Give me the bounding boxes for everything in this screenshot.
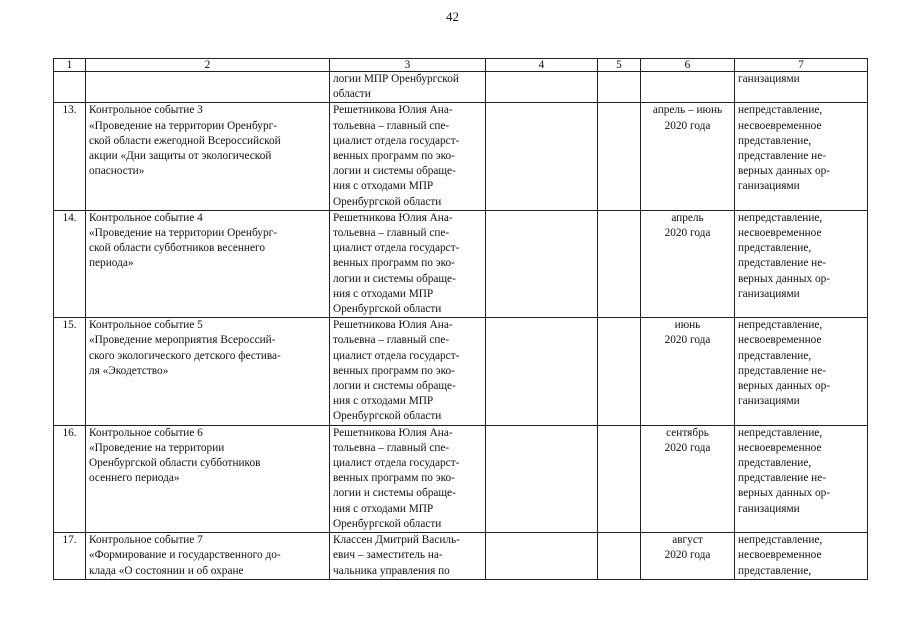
event-description-cell	[86, 425, 330, 532]
risk-factors-cell	[735, 103, 868, 210]
header-cell: 4	[486, 59, 598, 72]
cell-text-line: Оренбургской области	[333, 410, 442, 423]
column-5-cell	[598, 72, 641, 103]
cell-text-line: Контрольное событие 6	[89, 426, 203, 439]
header-cell: 2	[86, 59, 330, 72]
cell-text-line: сентябрь	[666, 426, 709, 439]
cell-text-line: верных данных ор-	[738, 272, 831, 285]
responsible-person-cell	[330, 72, 486, 103]
cell-text-line: Классен Дмитрий Василь-	[333, 534, 460, 547]
event-description-cell	[86, 210, 330, 317]
cell-text-line: Решетникова Юлия Ана-	[333, 211, 453, 224]
cell-text-line: верных данных ор-	[738, 487, 831, 500]
cell-text-line: Оренбургской области	[333, 517, 442, 530]
control-events-table	[53, 58, 868, 580]
row-number-cell: 15.	[54, 318, 86, 425]
cell-text-line: логии МПР Оренбургской	[333, 73, 459, 85]
cell-text-line: Контрольное событие 3	[89, 104, 203, 117]
row-number-cell: 16.	[54, 425, 86, 532]
cell-text-line: непредставление,	[738, 319, 823, 332]
cell-text-line: ганизациями	[738, 287, 800, 300]
cell-text-line: август	[672, 534, 703, 547]
deadline-cell	[641, 103, 735, 210]
cell-text-line: «Проведение мероприятия Всероссий-	[89, 334, 276, 347]
event-description-cell	[86, 318, 330, 425]
cell-text-line: непредставление,	[738, 211, 823, 224]
cell-text-line: тольевна – главный спе-	[333, 119, 450, 132]
cell-text-line: «Проведение на территории Оренбург-	[89, 119, 277, 132]
header-cell: 7	[735, 59, 868, 72]
deadline-cell	[641, 72, 735, 103]
cell-text-line: 2020 года	[664, 441, 711, 454]
cell-text-line: Решетникова Юлия Ана-	[333, 104, 453, 117]
table-row	[54, 425, 868, 532]
cell-text-line: тольевна – главный спе-	[333, 334, 450, 347]
row-number-cell: 13.	[54, 103, 86, 210]
column-5-cell	[598, 210, 641, 317]
risk-factors-cell	[735, 210, 868, 317]
cell-text-line: логии и системы обраще-	[333, 380, 456, 393]
cell-text-line: венных программ по эко-	[333, 257, 455, 270]
cell-text-line: «Формирование и государственного до-	[89, 549, 281, 562]
cell-text-line: клада «О состоянии и об охране	[89, 564, 244, 577]
row-number-cell: 14.	[54, 210, 86, 317]
column-5-cell	[598, 103, 641, 210]
cell-text-line: тольевна – главный спе-	[333, 227, 450, 240]
column-4-cell	[486, 103, 598, 210]
event-description-cell	[86, 103, 330, 210]
column-4-cell	[486, 210, 598, 317]
cell-text-line: представление не-	[738, 364, 826, 377]
deadline-cell	[641, 533, 735, 580]
responsible-person-cell	[330, 210, 486, 317]
risk-factors-cell	[735, 318, 868, 425]
table-row	[54, 318, 868, 425]
cell-text-line: Контрольное событие 5	[89, 319, 203, 332]
cell-text-line: несвоевременное	[738, 549, 822, 562]
page-number: 42	[446, 9, 459, 24]
cell-text-line: непредставление,	[738, 534, 823, 547]
responsible-person-cell	[330, 318, 486, 425]
cell-text-line: Оренбургской области	[333, 195, 442, 208]
column-4-cell	[486, 533, 598, 580]
deadline-cell	[641, 210, 735, 317]
cell-text-line: логии и системы обраще-	[333, 165, 456, 178]
cell-text-line: несвоевременное	[738, 441, 822, 454]
cell-text-line: 2020 года	[664, 549, 711, 562]
cell-text-line: чальника управления по	[333, 564, 450, 577]
cell-text-line: «Проведение на территории	[89, 441, 225, 454]
header-cell: 3	[330, 59, 486, 72]
event-description-cell	[86, 533, 330, 580]
responsible-person-cell	[330, 425, 486, 532]
cell-text-line: логии и системы обраще-	[333, 487, 456, 500]
header-cell: 6	[641, 59, 735, 72]
cell-text-line: представление,	[738, 457, 812, 470]
cell-text-line: ля «Экодетство»	[89, 364, 169, 377]
continuation-row	[54, 72, 868, 103]
cell-text-line: ской области ежегодной Всероссийской	[89, 134, 281, 147]
header-cell: 1	[54, 59, 86, 72]
cell-text-line: представление не-	[738, 472, 826, 485]
cell-text-line: представление не-	[738, 150, 826, 163]
cell-text-line: непредставление,	[738, 426, 823, 439]
cell-text-line: Оренбургской области субботников	[89, 457, 261, 470]
column-4-cell	[486, 72, 598, 103]
cell-text-line: верных данных ор-	[738, 380, 831, 393]
cell-text-line: июнь	[674, 319, 701, 332]
cell-text-line: представление,	[738, 134, 812, 147]
header-row	[54, 59, 868, 72]
row-number-cell	[54, 72, 86, 103]
cell-text-line: венных программ по эко-	[333, 150, 455, 163]
cell-text-line: 2020 года	[664, 119, 711, 132]
cell-text-line: представление,	[738, 242, 812, 255]
responsible-person-cell	[330, 103, 486, 210]
cell-text-line: циалист отдела государст-	[333, 242, 460, 255]
cell-text-line: ния с отходами МПР	[333, 287, 434, 300]
cell-text-line: апрель – июнь	[652, 104, 723, 117]
deadline-cell	[641, 425, 735, 532]
risk-factors-cell	[735, 72, 868, 103]
column-4-cell	[486, 318, 598, 425]
column-5-cell	[598, 318, 641, 425]
cell-text-line: венных программ по эко-	[333, 472, 455, 485]
cell-text-line: евич – заместитель на-	[333, 549, 443, 562]
cell-text-line: циалист отдела государст-	[333, 457, 460, 470]
cell-text-line: области	[333, 88, 371, 101]
risk-factors-cell	[735, 533, 868, 580]
cell-text-line: Решетникова Юлия Ана-	[333, 426, 453, 439]
cell-text-line: «Проведение на территории Оренбург-	[89, 227, 277, 240]
cell-text-line: Решетникова Юлия Ана-	[333, 319, 453, 332]
cell-text-line: непредставление,	[738, 104, 823, 117]
cell-text-line: ганизациями	[738, 395, 800, 408]
cell-text-line: осеннего периода»	[89, 472, 180, 485]
cell-text-line: циалист отдела государст-	[333, 134, 460, 147]
row-number-cell: 17.	[54, 533, 86, 580]
header-cell: 5	[598, 59, 641, 72]
column-5-cell	[598, 425, 641, 532]
cell-text-line: представление,	[738, 349, 812, 362]
cell-text-line: акции «Дни защиты от экологической	[89, 150, 272, 163]
cell-text-line: ганизациями	[738, 73, 800, 85]
cell-text-line: ния с отходами МПР	[333, 395, 434, 408]
event-description-cell	[86, 72, 330, 103]
cell-text-line: венных программ по эко-	[333, 364, 455, 377]
cell-text-line: несвоевременное	[738, 334, 822, 347]
cell-text-line: Оренбургской области	[333, 303, 442, 316]
cell-text-line: верных данных ор-	[738, 165, 831, 178]
cell-text-line: несвоевременное	[738, 227, 822, 240]
cell-text-line: ганизациями	[738, 502, 800, 515]
cell-text-line: ния с отходами МПР	[333, 180, 434, 193]
cell-text-line: 2020 года	[664, 334, 711, 347]
cell-text-line: циалист отдела государст-	[333, 349, 460, 362]
column-4-cell	[486, 425, 598, 532]
cell-text-line: тольевна – главный спе-	[333, 441, 450, 454]
cell-text-line: представление не-	[738, 257, 826, 270]
cell-text-line: 2020 года	[664, 227, 711, 240]
cell-text-line: Контрольное событие 7	[89, 534, 203, 547]
table-row	[54, 210, 868, 317]
cell-text-line: опасности»	[89, 165, 145, 178]
cell-text-line: ния с отходами МПР	[333, 502, 434, 515]
cell-text-line: Контрольное событие 4	[89, 211, 203, 224]
responsible-person-cell	[330, 533, 486, 580]
cell-text-line: ганизациями	[738, 180, 800, 193]
cell-text-line: несвоевременное	[738, 119, 822, 132]
deadline-cell	[641, 318, 735, 425]
table-row	[54, 103, 868, 210]
column-5-cell	[598, 533, 641, 580]
cell-text-line: апрель	[671, 211, 704, 224]
cell-text-line: представление,	[738, 564, 812, 577]
cell-text-line: ского экологического детского фестива-	[89, 349, 281, 362]
table-row	[54, 533, 868, 580]
cell-text-line: логии и системы обраще-	[333, 272, 456, 285]
cell-text-line: ской области субботников весеннего	[89, 242, 265, 255]
risk-factors-cell	[735, 425, 868, 532]
cell-text-line: периода»	[89, 257, 134, 270]
